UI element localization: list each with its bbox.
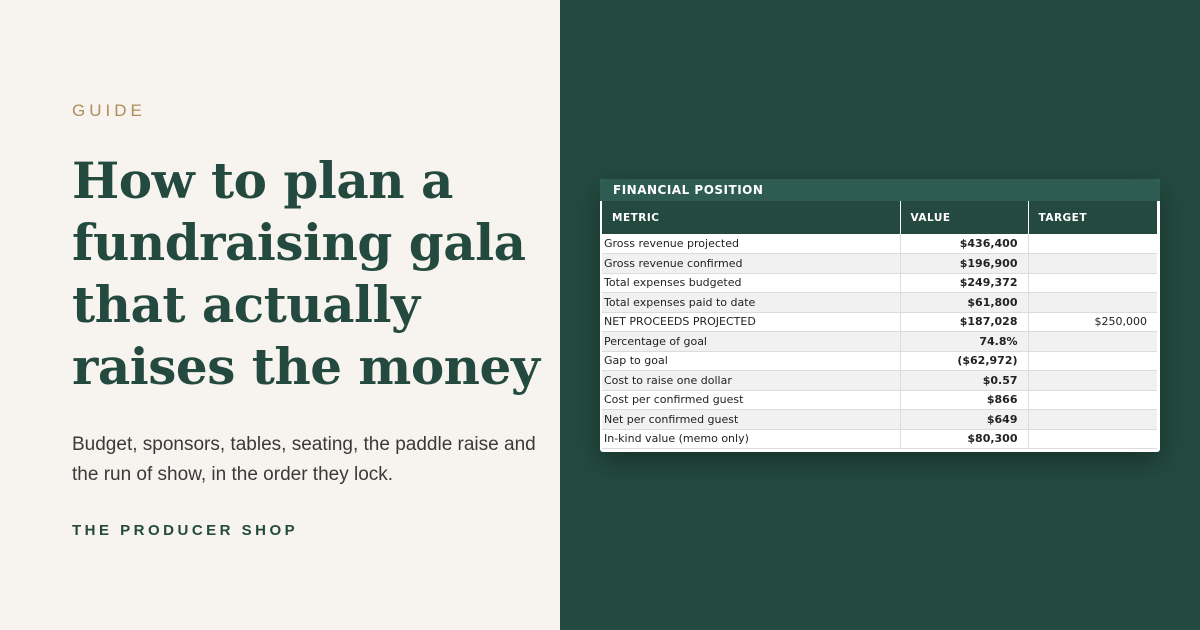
target-cell bbox=[1028, 410, 1157, 430]
target-cell bbox=[1028, 254, 1157, 274]
brand-name: THE PRODUCER SHOP bbox=[72, 522, 299, 539]
column-header-metric: METRIC bbox=[602, 201, 900, 234]
financial-position-sheet bbox=[600, 179, 1160, 452]
metric-cell: In-kind value (memo only) bbox=[602, 429, 900, 449]
target-cell bbox=[1028, 234, 1157, 254]
table-row bbox=[602, 371, 1157, 391]
target-cell bbox=[1028, 293, 1157, 313]
page-title: How to plan a fundraising gala that actually raises the money bbox=[72, 151, 540, 396]
table-row bbox=[602, 429, 1157, 449]
eyebrow-label: GUIDE bbox=[72, 101, 146, 120]
column-header-target: TARGET bbox=[1028, 201, 1157, 234]
table-body bbox=[602, 234, 1157, 449]
target-cell bbox=[1028, 429, 1157, 449]
value-cell: $649 bbox=[900, 410, 1028, 430]
hero-panel bbox=[0, 0, 560, 630]
value-cell: $0.57 bbox=[900, 371, 1028, 391]
value-cell: $436,400 bbox=[900, 234, 1028, 254]
value-cell: $196,900 bbox=[900, 254, 1028, 274]
table-row bbox=[602, 234, 1157, 254]
value-cell: 74.8% bbox=[900, 332, 1028, 352]
value-cell: $866 bbox=[900, 390, 1028, 410]
table-row bbox=[602, 273, 1157, 293]
value-cell: $61,800 bbox=[900, 293, 1028, 313]
metric-cell: Cost per confirmed guest bbox=[602, 390, 900, 410]
metric-cell: Percentage of goal bbox=[602, 332, 900, 352]
table-row bbox=[602, 390, 1157, 410]
metric-cell: Net per confirmed guest bbox=[602, 410, 900, 430]
metric-cell: Gross revenue confirmed bbox=[602, 254, 900, 274]
metric-cell: Gross revenue projected bbox=[602, 234, 900, 254]
target-cell bbox=[1028, 390, 1157, 410]
target-cell: $250,000 bbox=[1028, 312, 1157, 332]
table-row bbox=[602, 312, 1157, 332]
metric-cell: Cost to raise one dollar bbox=[602, 371, 900, 391]
metric-cell: Total expenses paid to date bbox=[602, 293, 900, 313]
metric-cell: Gap to goal bbox=[602, 351, 900, 371]
financial-table bbox=[602, 201, 1157, 449]
table-row bbox=[602, 410, 1157, 430]
value-cell: $80,300 bbox=[900, 429, 1028, 449]
table-header-row bbox=[602, 201, 1157, 234]
metric-cell: NET PROCEEDS PROJECTED bbox=[602, 312, 900, 332]
metric-cell: Total expenses budgeted bbox=[602, 273, 900, 293]
table-row bbox=[602, 254, 1157, 274]
table-row bbox=[602, 332, 1157, 352]
sheet-title: FINANCIAL POSITION bbox=[600, 179, 1160, 201]
table-row bbox=[602, 293, 1157, 313]
table-row bbox=[602, 351, 1157, 371]
target-cell bbox=[1028, 371, 1157, 391]
target-cell bbox=[1028, 273, 1157, 293]
value-cell: $249,372 bbox=[900, 273, 1028, 293]
column-header-value: VALUE bbox=[900, 201, 1028, 234]
value-cell: ($62,972) bbox=[900, 351, 1028, 371]
target-cell bbox=[1028, 351, 1157, 371]
value-cell: $187,028 bbox=[900, 312, 1028, 332]
page-subtitle: Budget, sponsors, tables, seating, the paddle raise and the run of show, in the order they lock. bbox=[72, 434, 536, 485]
target-cell bbox=[1028, 332, 1157, 352]
